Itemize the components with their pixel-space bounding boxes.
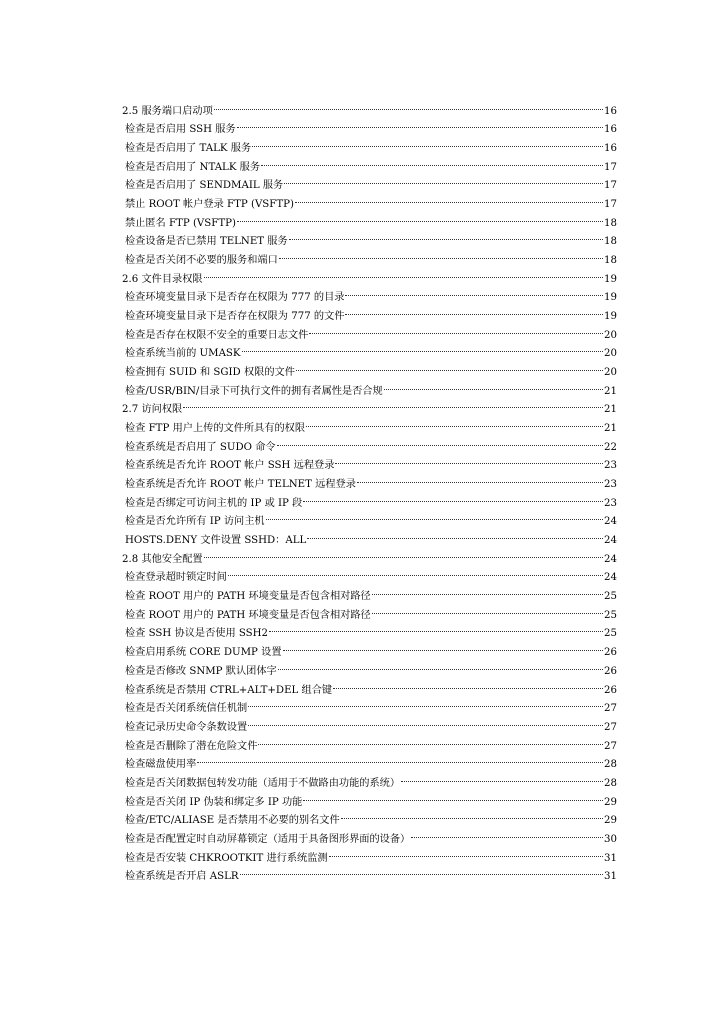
toc-page-number: 21 [604,385,617,397]
toc-dot-leader [282,636,605,655]
toc-entry-title: 检查是否绑定可访问主机的 IP 或 IP 段 [125,497,303,509]
toc-entry-title: 检查是否关闭系统信任机制 [125,703,248,715]
toc-page-number: 27 [604,740,617,752]
toc-page-number: 26 [604,684,617,696]
toc-page-number: 20 [604,367,617,379]
toc-entry-title: 检查 FTP 用户上传的文件所具有的权限 [125,423,306,435]
toc-dot-leader [247,711,604,730]
toc-dot-leader [334,450,604,469]
toc-page-number: 21 [604,404,617,416]
toc-entry-title: 2.5 服务端口启动项 [122,105,213,117]
toc-dot-leader [410,823,604,842]
toc-page-number: 25 [604,609,617,621]
toc-dot-leader [182,394,604,413]
toc-page-number: 24 [604,553,617,565]
toc-dot-leader [371,599,604,618]
toc-dot-leader [203,543,604,562]
toc-page-number: 27 [604,721,617,733]
toc-entry-title: 检查系统是否允许 ROOT 帐户 TELNET 远程登录 [125,479,356,491]
toc-page-number: 17 [604,180,617,192]
toc-entry-title: 检查设备是否已禁用 TELNET 服务 [125,236,288,248]
toc-page-number: 25 [604,628,617,640]
toc-dot-leader [257,730,604,749]
toc-entry-title: 检查拥有 SUID 和 SGID 权限的文件 [125,367,295,379]
toc-dot-leader [247,693,604,712]
toc-entry-title: 检查是否允许所有 IP 访问主机 [125,516,265,528]
toc-dot-leader [251,132,604,151]
toc-page-number: 16 [604,143,617,155]
toc-dot-leader [302,786,604,805]
toc-entry-title: 禁止匿名 FTP (VSFTP) [125,217,236,229]
toc-dot-leader [265,506,604,525]
toc-dot-leader [344,282,604,301]
toc-page-number: 31 [604,852,617,864]
toc-dot-leader [268,618,604,637]
toc-dot-leader [305,412,604,431]
toc-entry-title: 检查是否配置定时自动屏幕锁定（适用于具备图形界面的设备） [125,833,411,845]
toc-page-number: 26 [604,647,617,659]
toc-entry-title: 检查系统当前的 UMASK [125,348,241,360]
toc-dot-leader [328,842,604,861]
toc-page-number: 17 [604,199,617,211]
toc-page-number: 21 [604,423,617,435]
toc-dot-leader [227,562,604,581]
toc-entry-title: 检查/ETC/ALIASE 是否禁用不必要的别名文件 [125,815,340,827]
toc-entry-title: 检查是否删除了潜在危险文件 [125,740,258,752]
toc-page-number: 30 [604,833,617,845]
toc-page-number: 18 [604,255,617,267]
toc-entry-title: 2.6 文件目录权限 [122,273,203,285]
toc-entry-title: HOSTS.DENY 文件设置 SSHD：ALL [125,535,307,547]
toc-entry-title: 检查是否启用了 TALK 服务 [125,143,252,155]
toc-page-number: 19 [604,273,617,285]
toc-dot-leader [277,655,604,674]
toc-dot-leader [371,580,604,599]
toc-page-number: 20 [604,329,617,341]
toc-entry-title: 检查是否关闭 IP 伪装和绑定多 IP 功能 [125,796,303,808]
toc-entry-title: 检查系统是否开启 ASLR [125,871,239,883]
toc-entry-title: 检查启用系统 CORE DUMP 设置 [125,647,282,659]
toc-dot-leader [239,861,605,880]
toc-page-number: 18 [604,217,617,229]
toc-entry-title: 检查系统是否启用了 SUDO 命令 [125,441,276,453]
toc-dot-leader [295,356,604,375]
toc-page-number: 23 [604,497,617,509]
toc-dot-leader [340,805,604,824]
toc-dot-leader [288,226,604,245]
toc-dot-leader [294,188,604,207]
toc-dot-leader [241,338,605,357]
toc-page-number: 25 [604,591,617,603]
toc-entry-title: 检查 SSH 协议是否使用 SSH2 [125,628,269,640]
toc-entry-title: 检查环境变量目录下是否存在权限为 777 的文件 [125,311,345,323]
toc-dot-leader [276,431,604,450]
toc-page-number: 17 [604,161,617,173]
toc-entry[interactable] [122,412,617,435]
toc-page-number: 28 [604,759,617,771]
toc-dot-leader [236,114,604,133]
toc-entry-title: 检查是否关闭数据包转发功能（适用于不做路由功能的系统） [125,777,401,789]
toc-page-number: 18 [604,236,617,248]
toc-page-number: 29 [604,815,617,827]
table-of-contents [122,95,617,883]
toc-entry-title: 检查是否启用了 NTALK 服务 [125,161,261,173]
toc-section-heading[interactable] [122,394,617,416]
toc-section-heading[interactable] [122,95,617,117]
toc-entry[interactable] [122,749,617,771]
toc-entry-title: 检查 ROOT 用户的 PATH 环境变量是否包含相对路径 [125,591,371,603]
toc-page-number: 29 [604,796,617,808]
toc-page-number: 23 [604,460,617,472]
toc-page-number: 23 [604,479,617,491]
toc-dot-leader [356,468,604,487]
toc-dot-leader [400,767,604,786]
toc-page-number: 16 [604,105,617,117]
toc-dot-leader [260,151,604,170]
toc-page-number: 26 [604,665,617,677]
toc-entry-title: 检查是否安装 CHKROOTKIT 进行系统监测 [125,852,328,864]
toc-dot-leader [302,487,604,506]
toc-entry-title: 检查/USR/BIN/目录下可执行文件的拥有者属性是否合规 [125,385,383,397]
toc-entry-title: 检查登录超时锁定时间 [125,572,227,584]
toc-entry-title: 检查是否存在权限不安全的重要日志文件 [125,329,309,341]
toc-dot-leader [283,170,604,189]
toc-entry-title: 检查是否启用 SSH 服务 [125,124,236,136]
toc-page-number: 24 [604,572,617,584]
toc-entry-title: 检查是否修改 SNMP 默认团体字 [125,665,277,677]
toc-dot-leader [213,95,604,114]
toc-entry-title: 禁止 ROOT 帐户登录 FTP (VSFTP) [125,199,294,211]
toc-entry-title: 检查是否启用了 SENDMAIL 服务 [125,180,284,192]
toc-entry-title: 检查记录历史命令条数设置 [125,721,248,733]
toc-dot-leader [236,207,604,226]
toc-entry-title: 检查是否关闭不必要的服务和端口 [125,255,278,267]
toc-dot-leader [383,375,604,394]
toc-entry-title: 检查环境变量目录下是否存在权限为 777 的目录 [125,292,345,304]
toc-entry-title: 检查磁盘使用率 [125,759,197,771]
toc-dot-leader [308,319,604,338]
toc-dot-leader [203,263,604,282]
toc-page-number: 24 [604,516,617,528]
toc-dot-leader [344,300,604,319]
toc-page-number: 22 [604,441,617,453]
toc-page-number: 27 [604,703,617,715]
toc-entry-title: 检查系统是否允许 ROOT 帐户 SSH 远程登录 [125,460,335,472]
toc-page-number: 24 [604,535,617,547]
toc-dot-leader [306,524,604,543]
toc-entry-title: 2.7 访问权限 [122,404,183,416]
toc-page-number: 20 [604,348,617,360]
toc-page-number: 28 [604,777,617,789]
toc-entry-title: 检查 ROOT 用户的 PATH 环境变量是否包含相对路径 [125,609,371,621]
toc-page-number: 16 [604,124,617,136]
toc-dot-leader [278,244,604,263]
toc-entry-title: 2.8 其他安全配置 [122,553,203,565]
toc-entry-title: 检查系统是否禁用 CTRL+ALT+DEL 组合键 [125,684,333,696]
toc-dot-leader [196,749,604,768]
toc-page-number: 19 [604,292,617,304]
toc-dot-leader [332,674,604,693]
toc-page-number: 31 [604,871,617,883]
toc-page-number: 19 [604,311,617,323]
